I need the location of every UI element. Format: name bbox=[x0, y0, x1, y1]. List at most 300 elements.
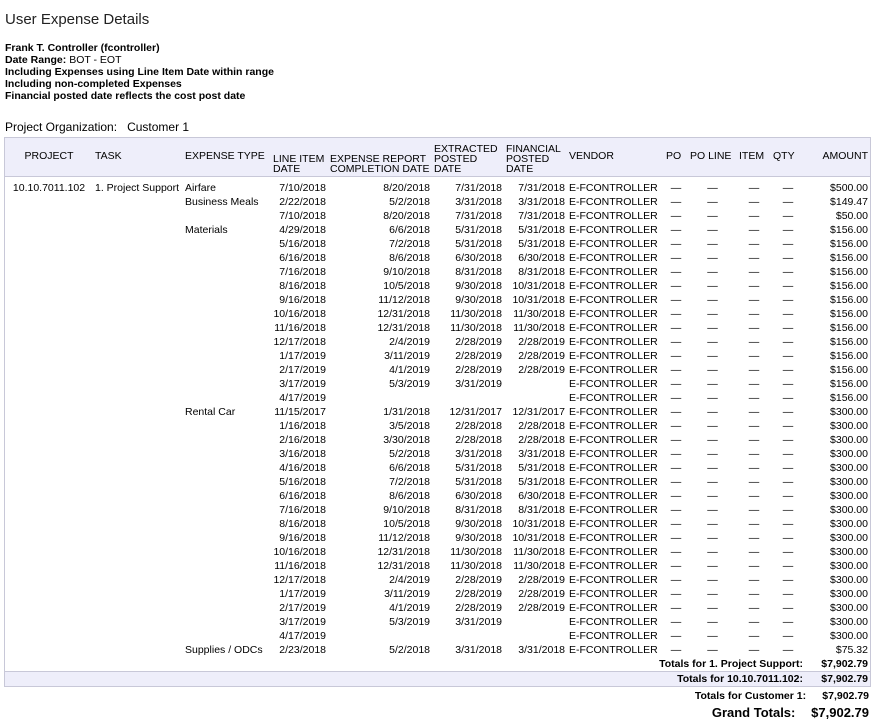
cell-expense-type bbox=[183, 573, 271, 587]
cell-extracted-date: 11/30/2018 bbox=[450, 322, 502, 334]
col-amount[interactable]: AMOUNT bbox=[805, 138, 870, 177]
cell-project bbox=[5, 419, 93, 433]
col-extracted-date[interactable]: EXTRACTED POSTED DATE bbox=[432, 138, 504, 177]
cell-project bbox=[5, 349, 93, 363]
cell-line-item-date: 11/16/2018 bbox=[274, 322, 326, 334]
cell-item: — bbox=[748, 350, 760, 362]
criteria-line-3: Financial posted date reflects the cost post date bbox=[5, 90, 246, 102]
col-financial-date[interactable]: FINANCIAL POSTED DATE bbox=[504, 138, 567, 177]
cell-task bbox=[93, 377, 183, 391]
col-line-item-date[interactable]: LINE ITEM DATE bbox=[271, 138, 328, 177]
project-total-label: Totals for 10.10.7011.102: bbox=[5, 672, 805, 687]
cell-project bbox=[5, 531, 93, 545]
cell-financial-date: 5/31/2018 bbox=[518, 462, 565, 474]
cell-po-line: — bbox=[707, 266, 718, 278]
cell-extracted-date: 11/30/2018 bbox=[450, 546, 502, 558]
cell-line-item-date: 8/16/2018 bbox=[279, 518, 326, 530]
cell-task bbox=[93, 251, 183, 265]
col-completion-date[interactable]: EXPENSE REPORT COMPLETION DATE bbox=[328, 138, 432, 177]
cell-vendor: E-FCONTROLLER bbox=[569, 448, 658, 460]
table-row bbox=[5, 601, 870, 615]
cell-po-line: — bbox=[707, 196, 718, 208]
cell-project: 10.10.7011.102 bbox=[12, 182, 86, 194]
cell-expense-type bbox=[183, 461, 271, 475]
cell-project bbox=[5, 363, 93, 377]
cell-qty: — bbox=[782, 602, 794, 614]
cell-item: — bbox=[748, 546, 760, 558]
cell-qty: — bbox=[782, 420, 794, 432]
table-row bbox=[5, 377, 870, 391]
cell-task bbox=[93, 489, 183, 503]
cell-item: — bbox=[748, 406, 760, 418]
cell-po: — bbox=[670, 630, 682, 642]
cell-qty: — bbox=[782, 280, 794, 292]
cell-task bbox=[93, 475, 183, 489]
cell-po-line: — bbox=[707, 238, 718, 250]
cell-task bbox=[93, 419, 183, 433]
cell-completion-date: 9/10/2018 bbox=[383, 504, 430, 516]
cell-financial-date bbox=[504, 629, 567, 643]
cell-po: — bbox=[670, 588, 682, 600]
cell-vendor: E-FCONTROLLER bbox=[569, 238, 658, 250]
cell-line-item-date: 11/16/2018 bbox=[274, 560, 326, 572]
cell-expense-type bbox=[183, 503, 271, 517]
cell-po: — bbox=[670, 616, 682, 628]
cell-financial-date: 2/28/2019 bbox=[518, 574, 565, 586]
date-range-value: BOT - EOT bbox=[69, 54, 122, 66]
cell-amount: $300.00 bbox=[830, 588, 868, 600]
cell-line-item-date: 1/17/2019 bbox=[279, 588, 326, 600]
cell-completion-date: 11/12/2018 bbox=[378, 532, 430, 544]
table-row bbox=[5, 223, 870, 237]
cell-vendor: E-FCONTROLLER bbox=[569, 406, 658, 418]
cell-po: — bbox=[670, 210, 682, 222]
table-row bbox=[5, 475, 870, 489]
cell-project bbox=[5, 587, 93, 601]
cell-amount: $156.00 bbox=[830, 322, 868, 334]
cell-line-item-date: 7/16/2018 bbox=[279, 266, 326, 278]
cell-task bbox=[93, 461, 183, 475]
report-criteria bbox=[5, 42, 274, 102]
cell-po: — bbox=[670, 196, 682, 208]
cell-amount: $156.00 bbox=[830, 364, 868, 376]
cell-extracted-date: 9/30/2018 bbox=[455, 518, 502, 530]
cell-project bbox=[5, 615, 93, 629]
cell-item: — bbox=[748, 448, 760, 460]
cell-po-line: — bbox=[707, 490, 718, 502]
cell-project bbox=[5, 517, 93, 531]
cell-financial-date: 3/31/2018 bbox=[518, 448, 565, 460]
cell-qty: — bbox=[782, 322, 794, 334]
cell-po: — bbox=[670, 434, 682, 446]
cell-project bbox=[5, 223, 93, 237]
cell-line-item-date: 2/22/2018 bbox=[279, 196, 326, 208]
cell-extracted-date: 2/28/2019 bbox=[455, 364, 502, 376]
cell-completion-date: 9/10/2018 bbox=[383, 266, 430, 278]
table-row bbox=[5, 405, 870, 419]
cell-po: — bbox=[670, 560, 682, 572]
cell-po: — bbox=[670, 350, 682, 362]
cell-vendor: E-FCONTROLLER bbox=[569, 462, 658, 474]
cell-expense-type bbox=[183, 433, 271, 447]
cell-financial-date: 11/30/2018 bbox=[513, 308, 565, 320]
cell-line-item-date: 4/16/2018 bbox=[279, 462, 326, 474]
table-row bbox=[5, 391, 870, 405]
cell-completion-date: 5/3/2019 bbox=[389, 378, 430, 390]
cell-amount: $500.00 bbox=[830, 182, 868, 194]
cell-extracted-date: 6/30/2018 bbox=[455, 252, 502, 264]
cell-task: 1. Project Support bbox=[95, 182, 180, 194]
cell-qty: — bbox=[782, 532, 794, 544]
cell-po-line: — bbox=[707, 588, 718, 600]
cell-completion-date: 5/2/2018 bbox=[389, 196, 430, 208]
table-row bbox=[5, 293, 870, 307]
cell-expense-type bbox=[183, 279, 271, 293]
cell-po: — bbox=[670, 574, 682, 586]
cell-task bbox=[93, 293, 183, 307]
org-value: Customer 1 bbox=[127, 120, 190, 134]
cell-extracted-date: 3/31/2018 bbox=[455, 644, 502, 656]
cell-completion-date: 8/20/2018 bbox=[383, 182, 430, 194]
cell-amount: $156.00 bbox=[830, 336, 868, 348]
org-total-label: Totals for Customer 1: bbox=[694, 690, 807, 702]
cell-qty: — bbox=[782, 504, 794, 516]
cell-po-line: — bbox=[707, 518, 718, 530]
cell-item: — bbox=[748, 280, 760, 292]
org-total-amount: $7,902.79 bbox=[822, 690, 869, 702]
cell-completion-date: 10/5/2018 bbox=[383, 280, 430, 292]
col-expense-type[interactable]: EXPENSE TYPE bbox=[183, 138, 271, 177]
cell-expense-type bbox=[183, 335, 271, 349]
col-po[interactable]: PO bbox=[664, 138, 688, 177]
cell-amount: $300.00 bbox=[830, 532, 868, 544]
cell-po: — bbox=[670, 308, 682, 320]
cell-line-item-date: 7/10/2018 bbox=[279, 210, 326, 222]
cell-po: — bbox=[670, 238, 682, 250]
table-row bbox=[5, 447, 870, 461]
cell-expense-type bbox=[183, 545, 271, 559]
cell-vendor: E-FCONTROLLER bbox=[569, 378, 658, 390]
cell-vendor: E-FCONTROLLER bbox=[569, 350, 658, 362]
cell-item: — bbox=[748, 252, 760, 264]
cell-qty: — bbox=[782, 350, 794, 362]
cell-completion-date: 4/1/2019 bbox=[389, 602, 430, 614]
table-row bbox=[5, 279, 870, 293]
cell-financial-date: 10/31/2018 bbox=[512, 280, 565, 292]
cell-item: — bbox=[748, 182, 760, 194]
task-total-amount: $7,902.79 bbox=[821, 658, 868, 670]
cell-completion-date: 3/11/2019 bbox=[384, 588, 430, 600]
cell-qty: — bbox=[782, 434, 794, 446]
grand-total-label: Grand Totals: bbox=[711, 705, 796, 720]
cell-po-line: — bbox=[707, 476, 718, 488]
cell-completion-date: 6/6/2018 bbox=[389, 462, 430, 474]
cell-expense-type: Supplies / ODCs bbox=[185, 644, 263, 656]
table-row bbox=[5, 461, 870, 475]
cell-financial-date: 2/28/2019 bbox=[518, 602, 565, 614]
cell-item: — bbox=[748, 518, 760, 530]
cell-amount: $300.00 bbox=[830, 504, 868, 516]
cell-po-line: — bbox=[707, 280, 718, 292]
cell-task bbox=[93, 433, 183, 447]
user-line: Frank T. Controller (fcontroller) bbox=[5, 42, 160, 54]
cell-line-item-date: 1/17/2019 bbox=[279, 350, 326, 362]
cell-po: — bbox=[670, 644, 682, 656]
cell-financial-date: 11/30/2018 bbox=[513, 546, 565, 558]
cell-line-item-date: 4/17/2019 bbox=[279, 392, 326, 404]
cell-line-item-date: 3/17/2019 bbox=[279, 616, 326, 628]
cell-line-item-date: 3/16/2018 bbox=[279, 448, 326, 460]
org-label: Project Organization: bbox=[5, 120, 118, 134]
cell-task bbox=[93, 559, 183, 573]
cell-vendor: E-FCONTROLLER bbox=[569, 252, 658, 264]
cell-project bbox=[5, 251, 93, 265]
cell-expense-type bbox=[183, 265, 271, 279]
cell-qty: — bbox=[782, 630, 794, 642]
cell-item: — bbox=[748, 392, 760, 404]
cell-po: — bbox=[670, 280, 682, 292]
cell-task bbox=[93, 517, 183, 531]
cell-amount: $300.00 bbox=[830, 616, 868, 628]
cell-po-line: — bbox=[707, 630, 718, 642]
cell-item: — bbox=[748, 224, 760, 236]
col-qty[interactable]: QTY bbox=[771, 138, 805, 177]
cell-financial-date bbox=[504, 377, 567, 391]
cell-completion-date: 5/2/2018 bbox=[389, 448, 430, 460]
cell-item: — bbox=[748, 490, 760, 502]
cell-extracted-date: 5/31/2018 bbox=[455, 476, 502, 488]
cell-expense-type bbox=[183, 251, 271, 265]
cell-vendor: E-FCONTROLLER bbox=[569, 588, 658, 600]
cell-project bbox=[5, 433, 93, 447]
cell-expense-type bbox=[183, 363, 271, 377]
cell-po-line: — bbox=[707, 504, 718, 516]
project-organization bbox=[5, 120, 189, 134]
cell-po-line: — bbox=[707, 644, 718, 656]
cell-financial-date: 2/28/2018 bbox=[518, 434, 565, 446]
cell-line-item-date: 2/23/2018 bbox=[279, 644, 326, 656]
cell-expense-type bbox=[183, 419, 271, 433]
cell-project bbox=[5, 293, 93, 307]
cell-po-line: — bbox=[707, 210, 718, 222]
table-row bbox=[5, 433, 870, 447]
cell-po: — bbox=[670, 266, 682, 278]
cell-qty: — bbox=[782, 210, 794, 222]
cell-line-item-date: 9/16/2018 bbox=[279, 532, 326, 544]
cell-task bbox=[93, 615, 183, 629]
cell-po-line: — bbox=[707, 392, 718, 404]
cell-completion-date: 8/20/2018 bbox=[383, 210, 430, 222]
cell-po-line: — bbox=[707, 252, 718, 264]
cell-task bbox=[93, 447, 183, 461]
cell-extracted-date: 8/31/2018 bbox=[455, 266, 502, 278]
cell-item: — bbox=[748, 588, 760, 600]
cell-vendor: E-FCONTROLLER bbox=[569, 616, 658, 628]
cell-po: — bbox=[670, 336, 682, 348]
cell-item: — bbox=[748, 434, 760, 446]
cell-vendor: E-FCONTROLLER bbox=[569, 196, 658, 208]
cell-financial-date: 10/31/2018 bbox=[512, 532, 565, 544]
cell-amount: $75.32 bbox=[835, 644, 868, 656]
cell-po: — bbox=[670, 504, 682, 516]
col-project[interactable]: PROJECT bbox=[5, 138, 93, 177]
table-row bbox=[5, 237, 870, 251]
cell-item: — bbox=[748, 238, 760, 250]
table-row bbox=[5, 251, 870, 265]
cell-qty: — bbox=[782, 196, 794, 208]
cell-amount: $300.00 bbox=[830, 560, 868, 572]
cell-extracted-date: 3/31/2019 bbox=[455, 616, 502, 628]
cell-expense-type: Materials bbox=[185, 224, 228, 236]
cell-completion-date: 12/31/2018 bbox=[377, 308, 430, 320]
cell-expense-type bbox=[183, 475, 271, 489]
cell-financial-date: 10/31/2018 bbox=[512, 294, 565, 306]
cell-financial-date: 5/31/2018 bbox=[518, 238, 565, 250]
cell-expense-type bbox=[183, 601, 271, 615]
cell-extracted-date: 9/30/2018 bbox=[455, 294, 502, 306]
cell-po-line: — bbox=[707, 602, 718, 614]
criteria-line-1: Including Expenses using Line Item Date within range bbox=[5, 66, 274, 78]
cell-po: — bbox=[670, 182, 682, 194]
cell-expense-type bbox=[183, 391, 271, 405]
cell-financial-date: 6/30/2018 bbox=[518, 490, 565, 502]
cell-project bbox=[5, 447, 93, 461]
cell-financial-date: 8/31/2018 bbox=[518, 266, 565, 278]
cell-extracted-date: 3/31/2019 bbox=[455, 378, 502, 390]
cell-item: — bbox=[748, 476, 760, 488]
cell-line-item-date: 4/29/2018 bbox=[279, 224, 326, 236]
cell-completion-date: 3/11/2019 bbox=[384, 350, 430, 362]
cell-line-item-date: 9/16/2018 bbox=[279, 294, 326, 306]
cell-item: — bbox=[748, 266, 760, 278]
org-total-row bbox=[4, 690, 871, 702]
cell-extracted-date: 2/28/2019 bbox=[455, 574, 502, 586]
cell-project bbox=[5, 195, 93, 209]
cell-project bbox=[5, 377, 93, 391]
cell-qty: — bbox=[782, 490, 794, 502]
cell-qty: — bbox=[782, 476, 794, 488]
cell-po-line: — bbox=[707, 364, 718, 376]
cell-po: — bbox=[670, 224, 682, 236]
cell-line-item-date: 2/17/2019 bbox=[279, 602, 326, 614]
cell-completion-date: 10/5/2018 bbox=[383, 518, 430, 530]
cell-amount: $300.00 bbox=[830, 518, 868, 530]
cell-item: — bbox=[748, 630, 760, 642]
col-item[interactable]: ITEM bbox=[737, 138, 771, 177]
cell-line-item-date: 6/16/2018 bbox=[279, 252, 326, 264]
cell-project bbox=[5, 573, 93, 587]
cell-task bbox=[93, 209, 183, 223]
cell-qty: — bbox=[782, 560, 794, 572]
cell-amount: $300.00 bbox=[830, 602, 868, 614]
cell-po: — bbox=[670, 392, 682, 404]
cell-po: — bbox=[670, 378, 682, 390]
cell-financial-date: 7/31/2018 bbox=[518, 210, 565, 222]
cell-vendor: E-FCONTROLLER bbox=[569, 546, 658, 558]
cell-line-item-date: 4/17/2019 bbox=[279, 630, 326, 642]
cell-line-item-date: 7/16/2018 bbox=[279, 504, 326, 516]
cell-item: — bbox=[748, 644, 760, 656]
cell-extracted-date: 12/31/2017 bbox=[449, 406, 502, 418]
cell-extracted-date: 5/31/2018 bbox=[455, 462, 502, 474]
cell-extracted-date: 2/28/2018 bbox=[455, 420, 502, 432]
col-task[interactable]: TASK bbox=[93, 138, 183, 177]
cell-task bbox=[93, 195, 183, 209]
cell-qty: — bbox=[782, 392, 794, 404]
cell-expense-type bbox=[183, 447, 271, 461]
cell-po-line: — bbox=[707, 406, 718, 418]
cell-project bbox=[5, 559, 93, 573]
table-row bbox=[5, 321, 870, 335]
table-row bbox=[5, 615, 870, 629]
cell-po-line: — bbox=[707, 616, 718, 628]
cell-vendor: E-FCONTROLLER bbox=[569, 308, 658, 320]
cell-expense-type bbox=[183, 489, 271, 503]
cell-completion-date: 5/3/2019 bbox=[389, 616, 430, 628]
cell-qty: — bbox=[782, 364, 794, 376]
cell-project bbox=[5, 503, 93, 517]
cell-po-line: — bbox=[707, 434, 718, 446]
grand-total-amount: $7,902.79 bbox=[811, 705, 869, 720]
cell-po-line: — bbox=[707, 224, 718, 236]
cell-amount: $300.00 bbox=[830, 434, 868, 446]
table-row bbox=[5, 349, 870, 363]
cell-vendor: E-FCONTROLLER bbox=[569, 574, 658, 586]
cell-amount: $300.00 bbox=[830, 420, 868, 432]
cell-item: — bbox=[748, 420, 760, 432]
cell-expense-type bbox=[183, 629, 271, 643]
cell-line-item-date: 2/16/2018 bbox=[279, 434, 326, 446]
cell-task bbox=[93, 573, 183, 587]
cell-expense-type bbox=[183, 587, 271, 601]
cell-po-line: — bbox=[707, 322, 718, 334]
cell-qty: — bbox=[782, 224, 794, 236]
cell-po: — bbox=[670, 602, 682, 614]
cell-qty: — bbox=[782, 406, 794, 418]
cell-item: — bbox=[748, 196, 760, 208]
cell-task bbox=[93, 503, 183, 517]
cell-po-line: — bbox=[707, 532, 718, 544]
cell-po: — bbox=[670, 476, 682, 488]
cell-amount: $156.00 bbox=[830, 238, 868, 250]
cell-item: — bbox=[748, 336, 760, 348]
cell-project bbox=[5, 629, 93, 643]
cell-amount: $300.00 bbox=[830, 546, 868, 558]
cell-financial-date: 12/31/2017 bbox=[512, 406, 565, 418]
col-vendor[interactable]: VENDOR bbox=[567, 138, 664, 177]
cell-expense-type bbox=[183, 377, 271, 391]
cell-task bbox=[93, 237, 183, 251]
cell-financial-date: 7/31/2018 bbox=[518, 182, 565, 194]
cell-item: — bbox=[748, 378, 760, 390]
cell-project bbox=[5, 391, 93, 405]
cell-completion-date: 7/2/2018 bbox=[389, 238, 430, 250]
cell-financial-date: 5/31/2018 bbox=[518, 476, 565, 488]
cell-task bbox=[93, 601, 183, 615]
cell-expense-type bbox=[183, 237, 271, 251]
cell-item: — bbox=[748, 322, 760, 334]
cell-line-item-date: 8/16/2018 bbox=[279, 280, 326, 292]
cell-vendor: E-FCONTROLLER bbox=[569, 644, 658, 656]
cell-completion-date: 2/4/2019 bbox=[389, 336, 430, 348]
col-po-line[interactable]: PO LINE bbox=[688, 138, 737, 177]
cell-qty: — bbox=[782, 448, 794, 460]
cell-po-line: — bbox=[707, 182, 718, 194]
cell-line-item-date: 3/17/2019 bbox=[279, 378, 326, 390]
cell-financial-date: 2/28/2019 bbox=[518, 364, 565, 376]
cell-expense-type bbox=[183, 349, 271, 363]
cell-item: — bbox=[748, 560, 760, 572]
